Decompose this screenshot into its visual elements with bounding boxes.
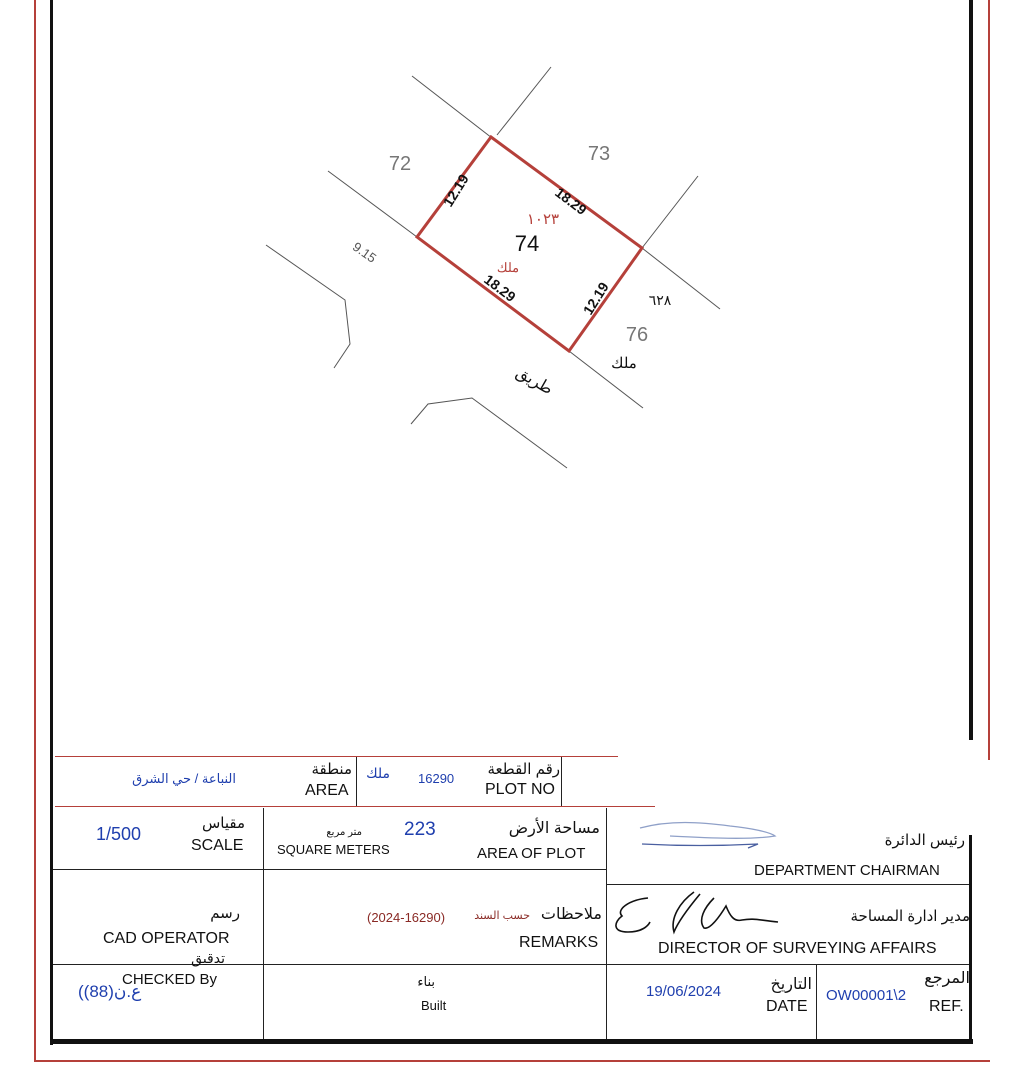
cad-operator-label-ar: رسم <box>210 905 240 922</box>
date-label-en: DATE <box>766 998 808 1015</box>
scale-value: 1/500 <box>96 824 142 844</box>
table-right-row1-bottom <box>606 884 970 885</box>
remarks-label-ar: ملاحظات <box>540 906 602 923</box>
road-edge-line <box>266 245 350 368</box>
outer-frame-bottom <box>34 1060 990 1062</box>
plot-number-label: 74 <box>514 231 540 256</box>
neighbor-73-label: 73 <box>587 143 611 165</box>
neighbor-76-label: 76 <box>625 324 649 346</box>
checked-by-label-ar: تدقيق <box>191 950 225 966</box>
row1-divider <box>356 757 357 806</box>
area-unit-en: SQUARE METERS <box>277 842 390 857</box>
side-bottom-length: 18.29 <box>481 271 519 305</box>
built-label-ar: بناء <box>417 974 435 989</box>
ref-label-en: REF. <box>929 998 964 1015</box>
chairman-label-en: DEPARTMENT CHAIRMAN <box>754 862 940 879</box>
neighbor-72-label: 72 <box>388 153 412 175</box>
road-label: طريق <box>512 363 556 399</box>
code-right-label: ٦٢٨ <box>648 292 672 308</box>
area-value: النباعة / حي الشرق <box>132 771 236 786</box>
table-row1-bottom-line <box>55 806 655 807</box>
checked-by-value: ((88)ع.ن <box>78 982 142 1001</box>
area-of-plot-label-en: AREA OF PLOT <box>477 845 586 862</box>
plot-owner-label: ملك <box>496 260 520 275</box>
table-col-divider <box>816 964 817 1040</box>
remarks-prefix-ar: حسب السند <box>474 910 530 922</box>
boundary-lines <box>266 67 720 468</box>
boundary-line <box>497 67 551 135</box>
director-signature <box>608 888 788 944</box>
plot-no-value: 16290 <box>418 771 455 786</box>
ref-value: OW00001\2 <box>826 987 907 1004</box>
neighbor-owner-label: ملك <box>611 355 637 372</box>
table-col-divider <box>263 808 264 1040</box>
remarks-label-en: REMARKS <box>519 934 599 951</box>
area-of-plot-value: 223 <box>404 819 436 840</box>
table-col-divider <box>606 808 607 1040</box>
boundary-line <box>642 176 698 248</box>
road-width-label: 9.15 <box>349 238 380 266</box>
checked-by-label-en: CHECKED By <box>122 971 218 988</box>
table-row2-bottom-line <box>53 869 606 870</box>
built-label-en: Built <box>421 998 447 1013</box>
table-top-line <box>55 756 618 757</box>
date-value: 19/06/2024 <box>646 983 722 1000</box>
plot-no-label-en: PLOT NO <box>485 781 555 798</box>
ref-label-ar: المرجع <box>924 970 970 987</box>
scale-label-ar: مقياس <box>201 815 245 832</box>
chairman-label-ar: رئيس الدائرة <box>884 832 965 849</box>
road-edge-line <box>411 398 567 468</box>
director-label-ar: مدير ادارة المساحة <box>850 908 970 925</box>
table-bottom-border <box>50 1039 973 1044</box>
plot-red-code: ١٠٢٣ <box>526 211 560 228</box>
table-right-border <box>969 835 972 1040</box>
remarks-value: (2024-16290) <box>367 910 446 925</box>
director-label-en: DIRECTOR OF SURVEYING AFFAIRS <box>658 940 937 957</box>
plot-type-value: ملك <box>366 765 390 781</box>
area-label-ar: منطقة <box>311 761 352 778</box>
chairman-signature <box>630 816 790 856</box>
area-of-plot-label-ar: مساحة الأرض <box>508 820 600 837</box>
boundary-line <box>412 76 492 138</box>
plot-no-label-ar: رقم القطعة <box>487 761 560 778</box>
side-left-length: 12.19 <box>439 171 472 210</box>
area-unit-ar: متر مربع <box>326 827 362 838</box>
row1-divider <box>561 757 562 806</box>
side-right-length: 12.19 <box>579 279 612 318</box>
side-top-length: 18.29 <box>552 184 590 218</box>
cad-operator-label-en: CAD OPERATOR <box>103 930 230 947</box>
date-label-ar: التاريخ <box>770 976 812 993</box>
scale-label-en: SCALE <box>191 837 244 854</box>
area-label-en: AREA <box>305 782 349 799</box>
boundary-line <box>328 171 417 237</box>
